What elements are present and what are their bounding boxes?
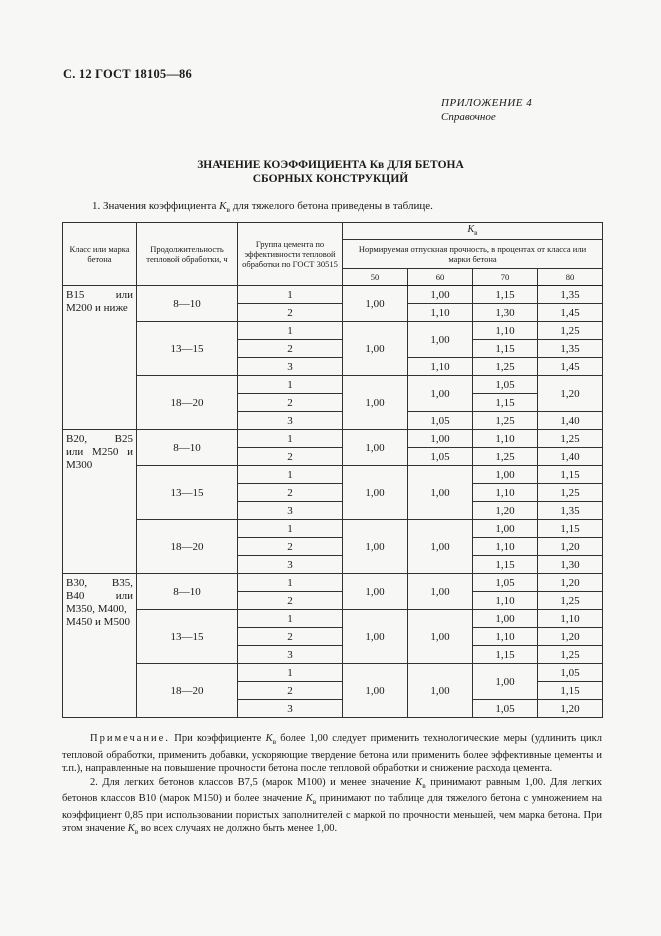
appendix-title: ПРИЛОЖЕНИЕ 4 bbox=[441, 97, 533, 109]
value-cell: 1,20 bbox=[538, 538, 603, 556]
note-2: 2. Для легких бетонов классов В7,5 (марок М100) и менее значение $К_в$ принимают равным 1,00. Для легких бетонов классов В10 (марок М150) и более значение $К_в$ принимают по таблице для тяжелого бетона с умножением на коэффициент 0,85 при использовании пористых заполнителей с маркой по прочности меньшей, чем марка бетона. При этом значение $К_в$ во всех случаях не должно быть менее 1,00. bbox=[62, 776, 602, 837]
header-duration: Продолжительность тепловой обработки, ч bbox=[137, 223, 238, 286]
table-row bbox=[63, 466, 603, 484]
value-cell: 1,15 bbox=[538, 466, 603, 484]
table-row bbox=[63, 610, 603, 628]
group-cell: 2 bbox=[238, 448, 343, 466]
value-cell: 1,10 bbox=[473, 538, 538, 556]
value-cell: 1,25 bbox=[538, 646, 603, 664]
group-cell: 1 bbox=[238, 430, 343, 448]
group-cell: 2 bbox=[238, 592, 343, 610]
group-cell: 1 bbox=[238, 286, 343, 304]
intro-paragraph: 1. Значения коэффициента $К_в$ для тяжелого бетона приведены в таблице. bbox=[92, 200, 433, 215]
value-cell: 1,25 bbox=[473, 412, 538, 430]
group-cell: 3 bbox=[238, 556, 343, 574]
group-cell: 2 bbox=[238, 682, 343, 700]
value-cell: 1,45 bbox=[538, 304, 603, 322]
group-cell: 2 bbox=[238, 394, 343, 412]
duration-cell: 13—15 bbox=[137, 466, 238, 520]
value-cell: 1,10 bbox=[473, 592, 538, 610]
value-cell: 1,20 bbox=[473, 502, 538, 520]
value-cell: 1,40 bbox=[538, 448, 603, 466]
value-cell: 1,05 bbox=[408, 448, 473, 466]
value-cell: 1,05 bbox=[473, 574, 538, 592]
value-cell: 1,00 bbox=[408, 430, 473, 448]
duration-cell: 18—20 bbox=[137, 520, 238, 574]
value-cell: 1,15 bbox=[538, 682, 603, 700]
value-cell: 1,20 bbox=[538, 574, 603, 592]
value-cell: 1,15 bbox=[473, 394, 538, 412]
value-cell: 1,30 bbox=[538, 556, 603, 574]
value-cell: 1,25 bbox=[538, 484, 603, 502]
value-cell: 1,10 bbox=[473, 430, 538, 448]
group-cell: 2 bbox=[238, 484, 343, 502]
value-cell: 1,00 bbox=[473, 466, 538, 484]
value-cell: 1,15 bbox=[538, 520, 603, 538]
value-cell: 1,00 bbox=[343, 520, 408, 574]
table-row bbox=[63, 376, 603, 394]
header-pct-60: 60 bbox=[408, 269, 473, 286]
group-cell: 1 bbox=[238, 574, 343, 592]
coefficient-table bbox=[62, 222, 603, 718]
value-cell: 1,00 bbox=[343, 430, 408, 466]
value-cell: 1,00 bbox=[473, 610, 538, 628]
value-cell: 1,20 bbox=[538, 376, 603, 412]
value-cell: 1,05 bbox=[473, 376, 538, 394]
value-cell: 1,20 bbox=[538, 628, 603, 646]
document-title bbox=[60, 158, 601, 186]
value-cell: 1,00 bbox=[408, 376, 473, 412]
value-cell: 1,10 bbox=[538, 610, 603, 628]
value-cell: 1,35 bbox=[538, 340, 603, 358]
group-cell: 3 bbox=[238, 502, 343, 520]
value-cell: 1,00 bbox=[408, 322, 473, 358]
value-cell: 1,00 bbox=[343, 664, 408, 718]
value-cell: 1,00 bbox=[408, 520, 473, 574]
title-line-1: ЗНАЧЕНИЕ КОЭФФИЦИЕНТА Кв ДЛЯ БЕТОНА bbox=[197, 159, 464, 171]
group-cell: 1 bbox=[238, 520, 343, 538]
value-cell: 1,25 bbox=[538, 322, 603, 340]
table-row bbox=[63, 664, 603, 682]
group-cell: 2 bbox=[238, 628, 343, 646]
value-cell: 1,15 bbox=[473, 340, 538, 358]
class-cell: В30, В35, В40 или М350, М400, М450 и М500 bbox=[63, 574, 137, 718]
appendix-label bbox=[441, 96, 591, 124]
header-class: Класс или марка бетона bbox=[63, 223, 137, 286]
value-cell: 1,00 bbox=[343, 376, 408, 430]
duration-cell: 18—20 bbox=[137, 664, 238, 718]
group-cell: 2 bbox=[238, 538, 343, 556]
value-cell: 1,00 bbox=[408, 286, 473, 304]
table-row bbox=[63, 322, 603, 340]
value-cell: 1,25 bbox=[473, 358, 538, 376]
appendix-type: Справочное bbox=[441, 111, 496, 123]
value-cell: 1,25 bbox=[538, 592, 603, 610]
value-cell: 1,10 bbox=[473, 484, 538, 502]
value-cell: 1,00 bbox=[343, 286, 408, 322]
value-cell: 1,45 bbox=[538, 358, 603, 376]
header-pct-70: 70 bbox=[473, 269, 538, 286]
table-row bbox=[63, 520, 603, 538]
group-cell: 2 bbox=[238, 340, 343, 358]
group-cell: 3 bbox=[238, 700, 343, 718]
value-cell: 1,00 bbox=[343, 574, 408, 610]
value-cell: 1,30 bbox=[473, 304, 538, 322]
group-cell: 3 bbox=[238, 412, 343, 430]
group-cell: 1 bbox=[238, 322, 343, 340]
value-cell: 1,35 bbox=[538, 502, 603, 520]
value-cell: 1,00 bbox=[343, 610, 408, 664]
value-cell: 1,00 bbox=[473, 664, 538, 700]
value-cell: 1,10 bbox=[408, 358, 473, 376]
value-cell: 1,05 bbox=[408, 412, 473, 430]
value-cell: 1,00 bbox=[408, 574, 473, 610]
duration-cell: 8—10 bbox=[137, 430, 238, 466]
value-cell: 1,00 bbox=[408, 466, 473, 520]
group-cell: 1 bbox=[238, 610, 343, 628]
value-cell: 1,05 bbox=[538, 664, 603, 682]
value-cell: 1,00 bbox=[343, 466, 408, 520]
value-cell: 1,10 bbox=[408, 304, 473, 322]
header-pct-50: 50 bbox=[343, 269, 408, 286]
duration-cell: 13—15 bbox=[137, 322, 238, 376]
table-row bbox=[63, 430, 603, 448]
group-cell: 3 bbox=[238, 358, 343, 376]
title-line-2: СБОРНЫХ КОНСТРУКЦИЙ bbox=[252, 173, 409, 185]
header-pct-80: 80 bbox=[538, 269, 603, 286]
value-cell: 1,20 bbox=[538, 700, 603, 718]
value-cell: 1,05 bbox=[473, 700, 538, 718]
class-cell: В20, В25 или М250 и М300 bbox=[63, 430, 137, 574]
value-cell: 1,00 bbox=[473, 520, 538, 538]
value-cell: 1,00 bbox=[408, 610, 473, 664]
page-header: С. 12 ГОСТ 18105—86 bbox=[63, 67, 192, 81]
value-cell: 1,25 bbox=[473, 448, 538, 466]
value-cell: 1,00 bbox=[343, 322, 408, 376]
duration-cell: 8—10 bbox=[137, 286, 238, 322]
notes-section bbox=[62, 732, 602, 839]
table-row bbox=[63, 574, 603, 592]
value-cell: 1,15 bbox=[473, 556, 538, 574]
value-cell: 1,40 bbox=[538, 412, 603, 430]
value-cell: 1,00 bbox=[408, 664, 473, 718]
value-cell: 1,15 bbox=[473, 286, 538, 304]
header-k: $К_в$ bbox=[343, 223, 603, 240]
table-row bbox=[63, 286, 603, 304]
class-cell: В15 или М200 и ниже bbox=[63, 286, 137, 430]
value-cell: 1,15 bbox=[473, 646, 538, 664]
group-cell: 1 bbox=[238, 664, 343, 682]
header-strength: Нормируемая отпускная прочность, в процентах от класса или марки бетона bbox=[343, 240, 603, 269]
group-cell: 3 bbox=[238, 646, 343, 664]
value-cell: 1,25 bbox=[538, 430, 603, 448]
header-cement-group: Группа цемента по эффективности тепловой обработки по ГОСТ 30515 bbox=[238, 223, 343, 286]
note-1: Примечание. При коэффициенте $К_в$ более 1,00 следует применить технологические меры (удлинить цикл тепловой обработки, применить добавки, ускоряющие твердение бетона или применить более эффективные цементы и т.п.), направленные на повышение прочности бетона после тепловой обработки и снижение расхода цемента. bbox=[62, 733, 603, 775]
group-cell: 1 bbox=[238, 376, 343, 394]
duration-cell: 8—10 bbox=[137, 574, 238, 610]
duration-cell: 13—15 bbox=[137, 610, 238, 664]
value-cell: 1,10 bbox=[473, 628, 538, 646]
value-cell: 1,35 bbox=[538, 286, 603, 304]
value-cell: 1,10 bbox=[473, 322, 538, 340]
group-cell: 1 bbox=[238, 466, 343, 484]
duration-cell: 18—20 bbox=[137, 376, 238, 430]
group-cell: 2 bbox=[238, 304, 343, 322]
